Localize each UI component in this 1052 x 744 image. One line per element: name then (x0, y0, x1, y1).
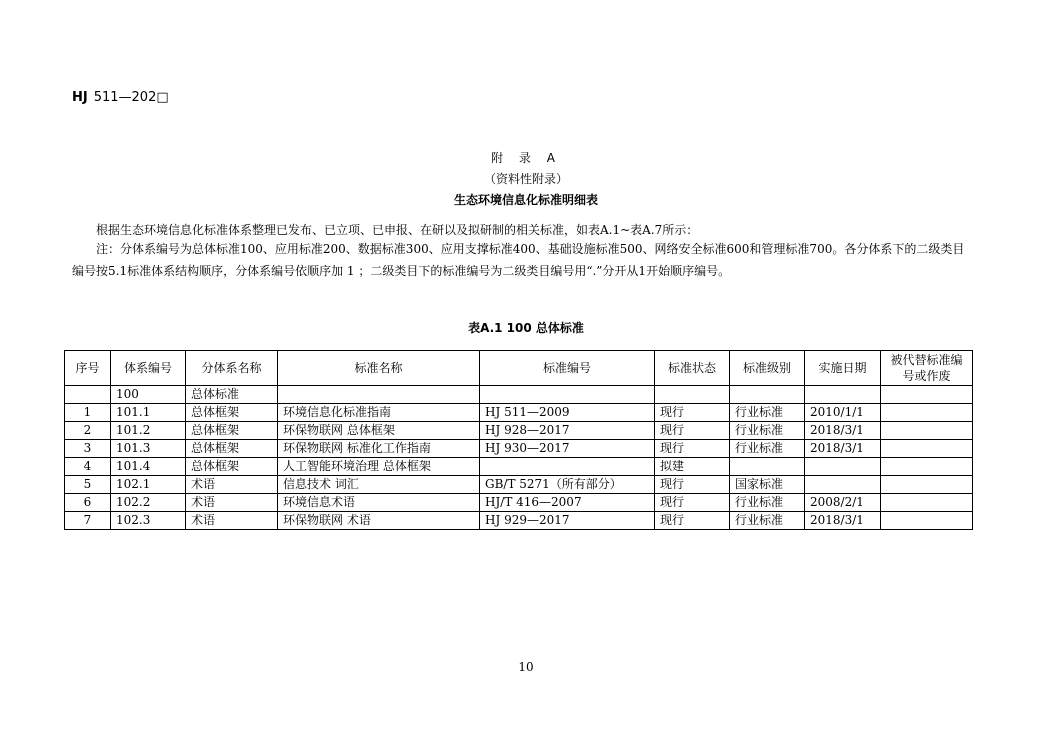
cell-replaced (881, 422, 973, 440)
cell-standard-code (480, 458, 655, 476)
col-header-effective-date: 实施日期 (805, 351, 881, 386)
cell-standard-name: 环保物联网 术语 (278, 512, 480, 530)
col-header-seq: 序号 (65, 351, 111, 386)
table-caption: 表A.1 100 总体标准 (468, 321, 584, 335)
cell-system-code: 102.2 (111, 494, 186, 512)
cell-standard-name: 环保物联网 标准化工作指南 (278, 440, 480, 458)
standards-table (64, 350, 973, 530)
cell-standard-name: 环境信息术语 (278, 494, 480, 512)
cell-effective-date: 2018/3/1 (805, 440, 881, 458)
appendix-title: 附 录 A (491, 151, 561, 165)
cell-level (730, 386, 805, 404)
col-header-replaced: 被代替标准编号或作废 (881, 351, 973, 386)
cell-level: 行业标准 (730, 494, 805, 512)
cell-standard-code: HJ 928—2017 (480, 422, 655, 440)
cell-replaced (881, 476, 973, 494)
cell-subsystem-name: 术语 (186, 512, 278, 530)
cell-status: 现行 (655, 476, 730, 494)
cell-seq: 6 (65, 494, 111, 512)
table-row (65, 494, 973, 512)
cell-standard-code (480, 386, 655, 404)
cell-seq: 2 (65, 422, 111, 440)
cell-effective-date (805, 386, 881, 404)
document-code (72, 90, 169, 105)
col-header-status: 标准状态 (655, 351, 730, 386)
cell-effective-date: 2018/3/1 (805, 512, 881, 530)
col-header-standard-code: 标准编号 (480, 351, 655, 386)
cell-replaced (881, 404, 973, 422)
cell-standard-name: 人工智能环境治理 总体框架 (278, 458, 480, 476)
cell-replaced (881, 458, 973, 476)
col-header-level: 标准级别 (730, 351, 805, 386)
cell-seq (65, 386, 111, 404)
cell-subsystem-name: 术语 (186, 476, 278, 494)
cell-effective-date (805, 458, 881, 476)
cell-subsystem-name: 总体框架 (186, 440, 278, 458)
cell-status: 现行 (655, 440, 730, 458)
cell-seq: 7 (65, 512, 111, 530)
cell-seq: 4 (65, 458, 111, 476)
cell-status (655, 386, 730, 404)
document-code-number: 511—202□ (93, 90, 169, 105)
table-row (65, 458, 973, 476)
cell-status: 现行 (655, 404, 730, 422)
cell-standard-code: HJ/T 416—2007 (480, 494, 655, 512)
table-row (65, 476, 973, 494)
cell-effective-date: 2008/2/1 (805, 494, 881, 512)
table-row (65, 404, 973, 422)
table-row (65, 386, 973, 404)
table-row (65, 512, 973, 530)
cell-status: 拟建 (655, 458, 730, 476)
cell-standard-code: HJ 930—2017 (480, 440, 655, 458)
appendix-subtitle: （资料性附录） (483, 172, 568, 186)
cell-level: 国家标准 (730, 476, 805, 494)
cell-effective-date: 2010/1/1 (805, 404, 881, 422)
cell-status: 现行 (655, 494, 730, 512)
cell-standard-code: GB/T 5271（所有部分） (480, 476, 655, 494)
cell-effective-date (805, 476, 881, 494)
cell-system-code: 101.3 (111, 440, 186, 458)
cell-standard-name: 信息技术 词汇 (278, 476, 480, 494)
cell-status: 现行 (655, 512, 730, 530)
cell-level: 行业标准 (730, 422, 805, 440)
cell-level: 行业标准 (730, 404, 805, 422)
cell-system-code: 102.1 (111, 476, 186, 494)
cell-standard-name: 环保物联网 总体框架 (278, 422, 480, 440)
table-row (65, 422, 973, 440)
cell-subsystem-name: 术语 (186, 494, 278, 512)
cell-seq: 3 (65, 440, 111, 458)
table-row (65, 440, 973, 458)
cell-replaced (881, 512, 973, 530)
intro-paragraph: 根据生态环境信息化标准体系整理已发布、已立项、已申报、在研以及拟研制的相关标准，如表A.1~表A.7所示： (96, 223, 699, 237)
cell-system-code: 102.3 (111, 512, 186, 530)
cell-standard-code: HJ 511—2009 (480, 404, 655, 422)
appendix-name: 生态环境信息化标准明细表 (453, 193, 598, 207)
cell-system-code: 100 (111, 386, 186, 404)
table-header-row (65, 351, 973, 386)
cell-subsystem-name: 总体框架 (186, 422, 278, 440)
cell-system-code: 101.4 (111, 458, 186, 476)
cell-subsystem-name: 总体框架 (186, 404, 278, 422)
cell-replaced (881, 440, 973, 458)
page-number: 10 (518, 660, 534, 674)
cell-system-code: 101.2 (111, 422, 186, 440)
cell-subsystem-name: 总体标准 (186, 386, 278, 404)
cell-system-code: 101.1 (111, 404, 186, 422)
col-header-subsystem-name: 分体系名称 (186, 351, 278, 386)
cell-seq: 1 (65, 404, 111, 422)
cell-standard-name: 环境信息化标准指南 (278, 404, 480, 422)
col-header-system-code: 体系编号 (111, 351, 186, 386)
cell-replaced (881, 386, 973, 404)
document-code-prefix: HJ (72, 90, 88, 105)
cell-level: 行业标准 (730, 440, 805, 458)
cell-subsystem-name: 总体框架 (186, 458, 278, 476)
cell-level (730, 458, 805, 476)
cell-level: 行业标准 (730, 512, 805, 530)
cell-seq: 5 (65, 476, 111, 494)
intro-note: 注：分体系编号为总体标准100、应用标准200、数据标准300、应用支撑标准400、基础设施标准500、网络安全标准600和管理标准700。各分体系下的二级类目编号按5.1标准体系结构顺序，分体系编号依顺序加 1 ；二级类目下的标准编号为二级类目编号用“.”分开从1开始顺序编号。 (72, 242, 965, 278)
cell-standard-name (278, 386, 480, 404)
cell-standard-code: HJ 929—2017 (480, 512, 655, 530)
cell-effective-date: 2018/3/1 (805, 422, 881, 440)
col-header-standard-name: 标准名称 (278, 351, 480, 386)
cell-replaced (881, 494, 973, 512)
cell-status: 现行 (655, 422, 730, 440)
